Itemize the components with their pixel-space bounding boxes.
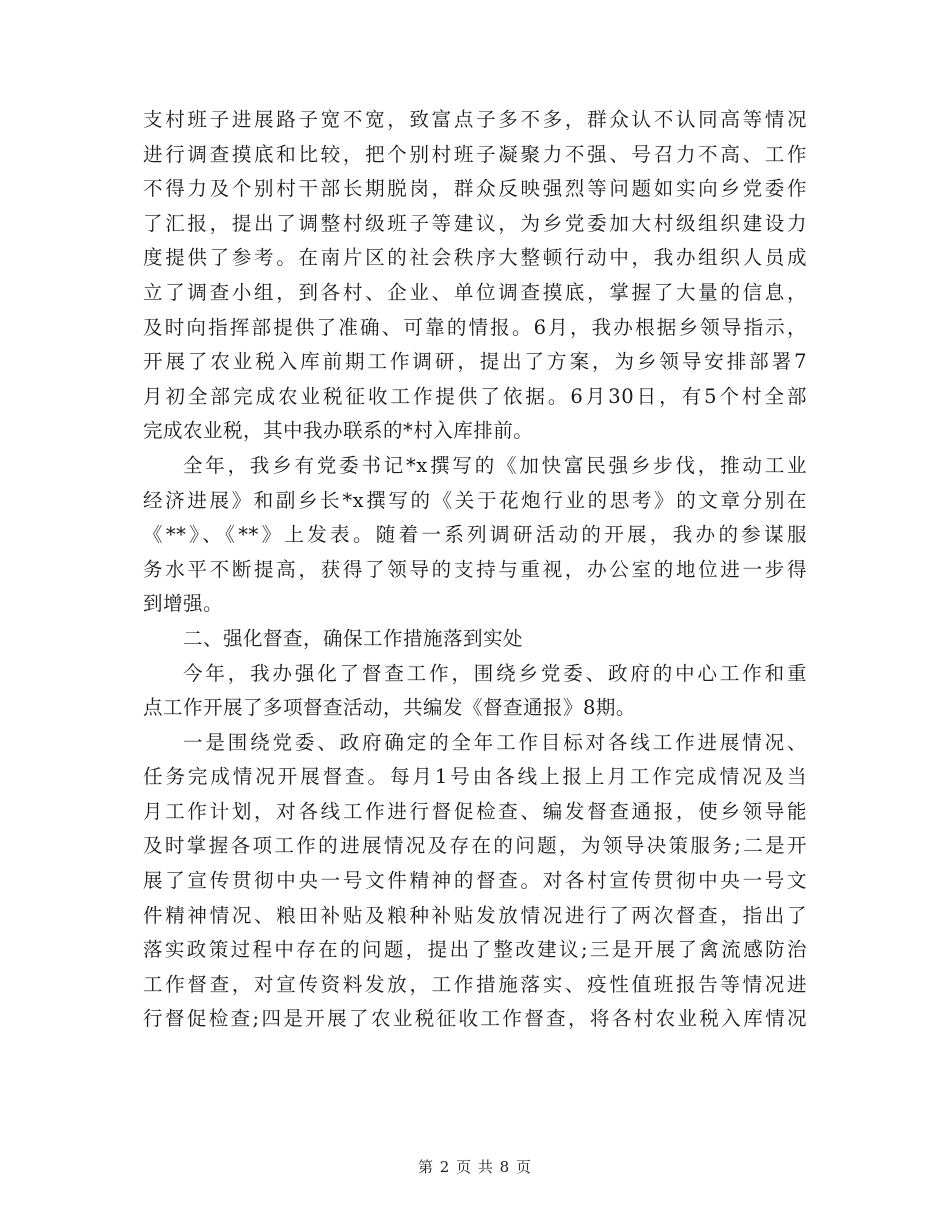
text-line: 不得力及个别村干部长期脱岗，群众反映强烈等问题如实向乡党委作 (143, 177, 807, 201)
text-line: 月工作计划，对各线工作进行督促检查、编发督查通报，使乡领导能 (143, 799, 807, 823)
text-line: 二、强化督查，确保工作措施落到实处 (183, 626, 524, 650)
text-line: 及时掌握各项工作的进展情况及存在的问题，为领导决策服务;二是开 (143, 834, 807, 858)
text-line: 完成农业税，其中我办联系的*村入库排前。 (143, 419, 534, 443)
text-line: 度提供了参考。在南片区的社会秩序大整顿行动中，我办组织人员成 (143, 246, 807, 270)
text-line: 行督促检查;四是开展了农业税征收工作督查，将各村农业税入库情况 (143, 1007, 807, 1031)
text-line: 一是围绕党委、政府确定的全年工作目标对各线工作进展情况、 (183, 730, 807, 754)
text-line: 经济进展》和副乡长*x撰写的《关于花炮行业的思考》的文章分别在 (143, 488, 807, 512)
text-line: 开展了农业税入库前期工作调研，提出了方案，为乡领导安排部署7 (143, 350, 807, 374)
text-line: 及时向指挥部提供了准确、可靠的情报。6月，我办根据乡领导指示， (143, 315, 807, 339)
text-line: 工作督查，对宣传资料发放，工作措施落实、疫性值班报告等情况进 (143, 972, 807, 996)
text-line: 月初全部完成农业税征收工作提供了依据。6月30日，有5个村全部 (143, 384, 807, 408)
text-line: 件精神情况、粮田补贴及粮种补贴发放情况进行了两次督查，指出了 (143, 903, 807, 927)
text-line: 到增强。 (143, 592, 224, 616)
text-line: 了汇报，提出了调整村级班子等建议，为乡党委加大村级组织建设力 (143, 211, 807, 235)
text-line: 任务完成情况开展督查。每月1号由各线上报上月工作完成情况及当 (143, 765, 807, 789)
text-line: 展了宣传贯彻中央一号文件精神的督查。对各村宣传贯彻中央一号文 (143, 869, 807, 893)
text-line: 务水平不断提高，获得了领导的支持与重视，办公室的地位进一步得 (143, 557, 807, 581)
text-line: 进行调查摸底和比较，把个别村班子凝聚力不强、号召力不高、工作 (143, 142, 807, 166)
page-footer: 第 2 页 共 8 页 (418, 1158, 532, 1176)
text-line: 点工作开展了多项督查活动，共编发《督查通报》8期。 (143, 696, 636, 720)
text-line: 支村班子进展路子宽不宽，致富点子多不多，群众认不认同高等情况 (143, 108, 807, 131)
document-body (143, 103, 807, 1037)
text-line: 落实政策过程中存在的问题，提出了整改建议;三是开展了禽流感防治 (143, 938, 807, 962)
text-line: 全年，我乡有党委书记*x撰写的《加快富民强乡步伐，推动工业 (183, 453, 807, 477)
text-line: 今年，我办强化了督查工作，围绕乡党委、政府的中心工作和重 (183, 661, 807, 685)
text-line: 立了调查小组，到各村、企业、单位调查摸底，掌握了大量的信息， (143, 280, 807, 304)
text-line: 《**》、《**》上发表。随着一系列调研活动的开展，我办的参谋服 (143, 523, 807, 547)
